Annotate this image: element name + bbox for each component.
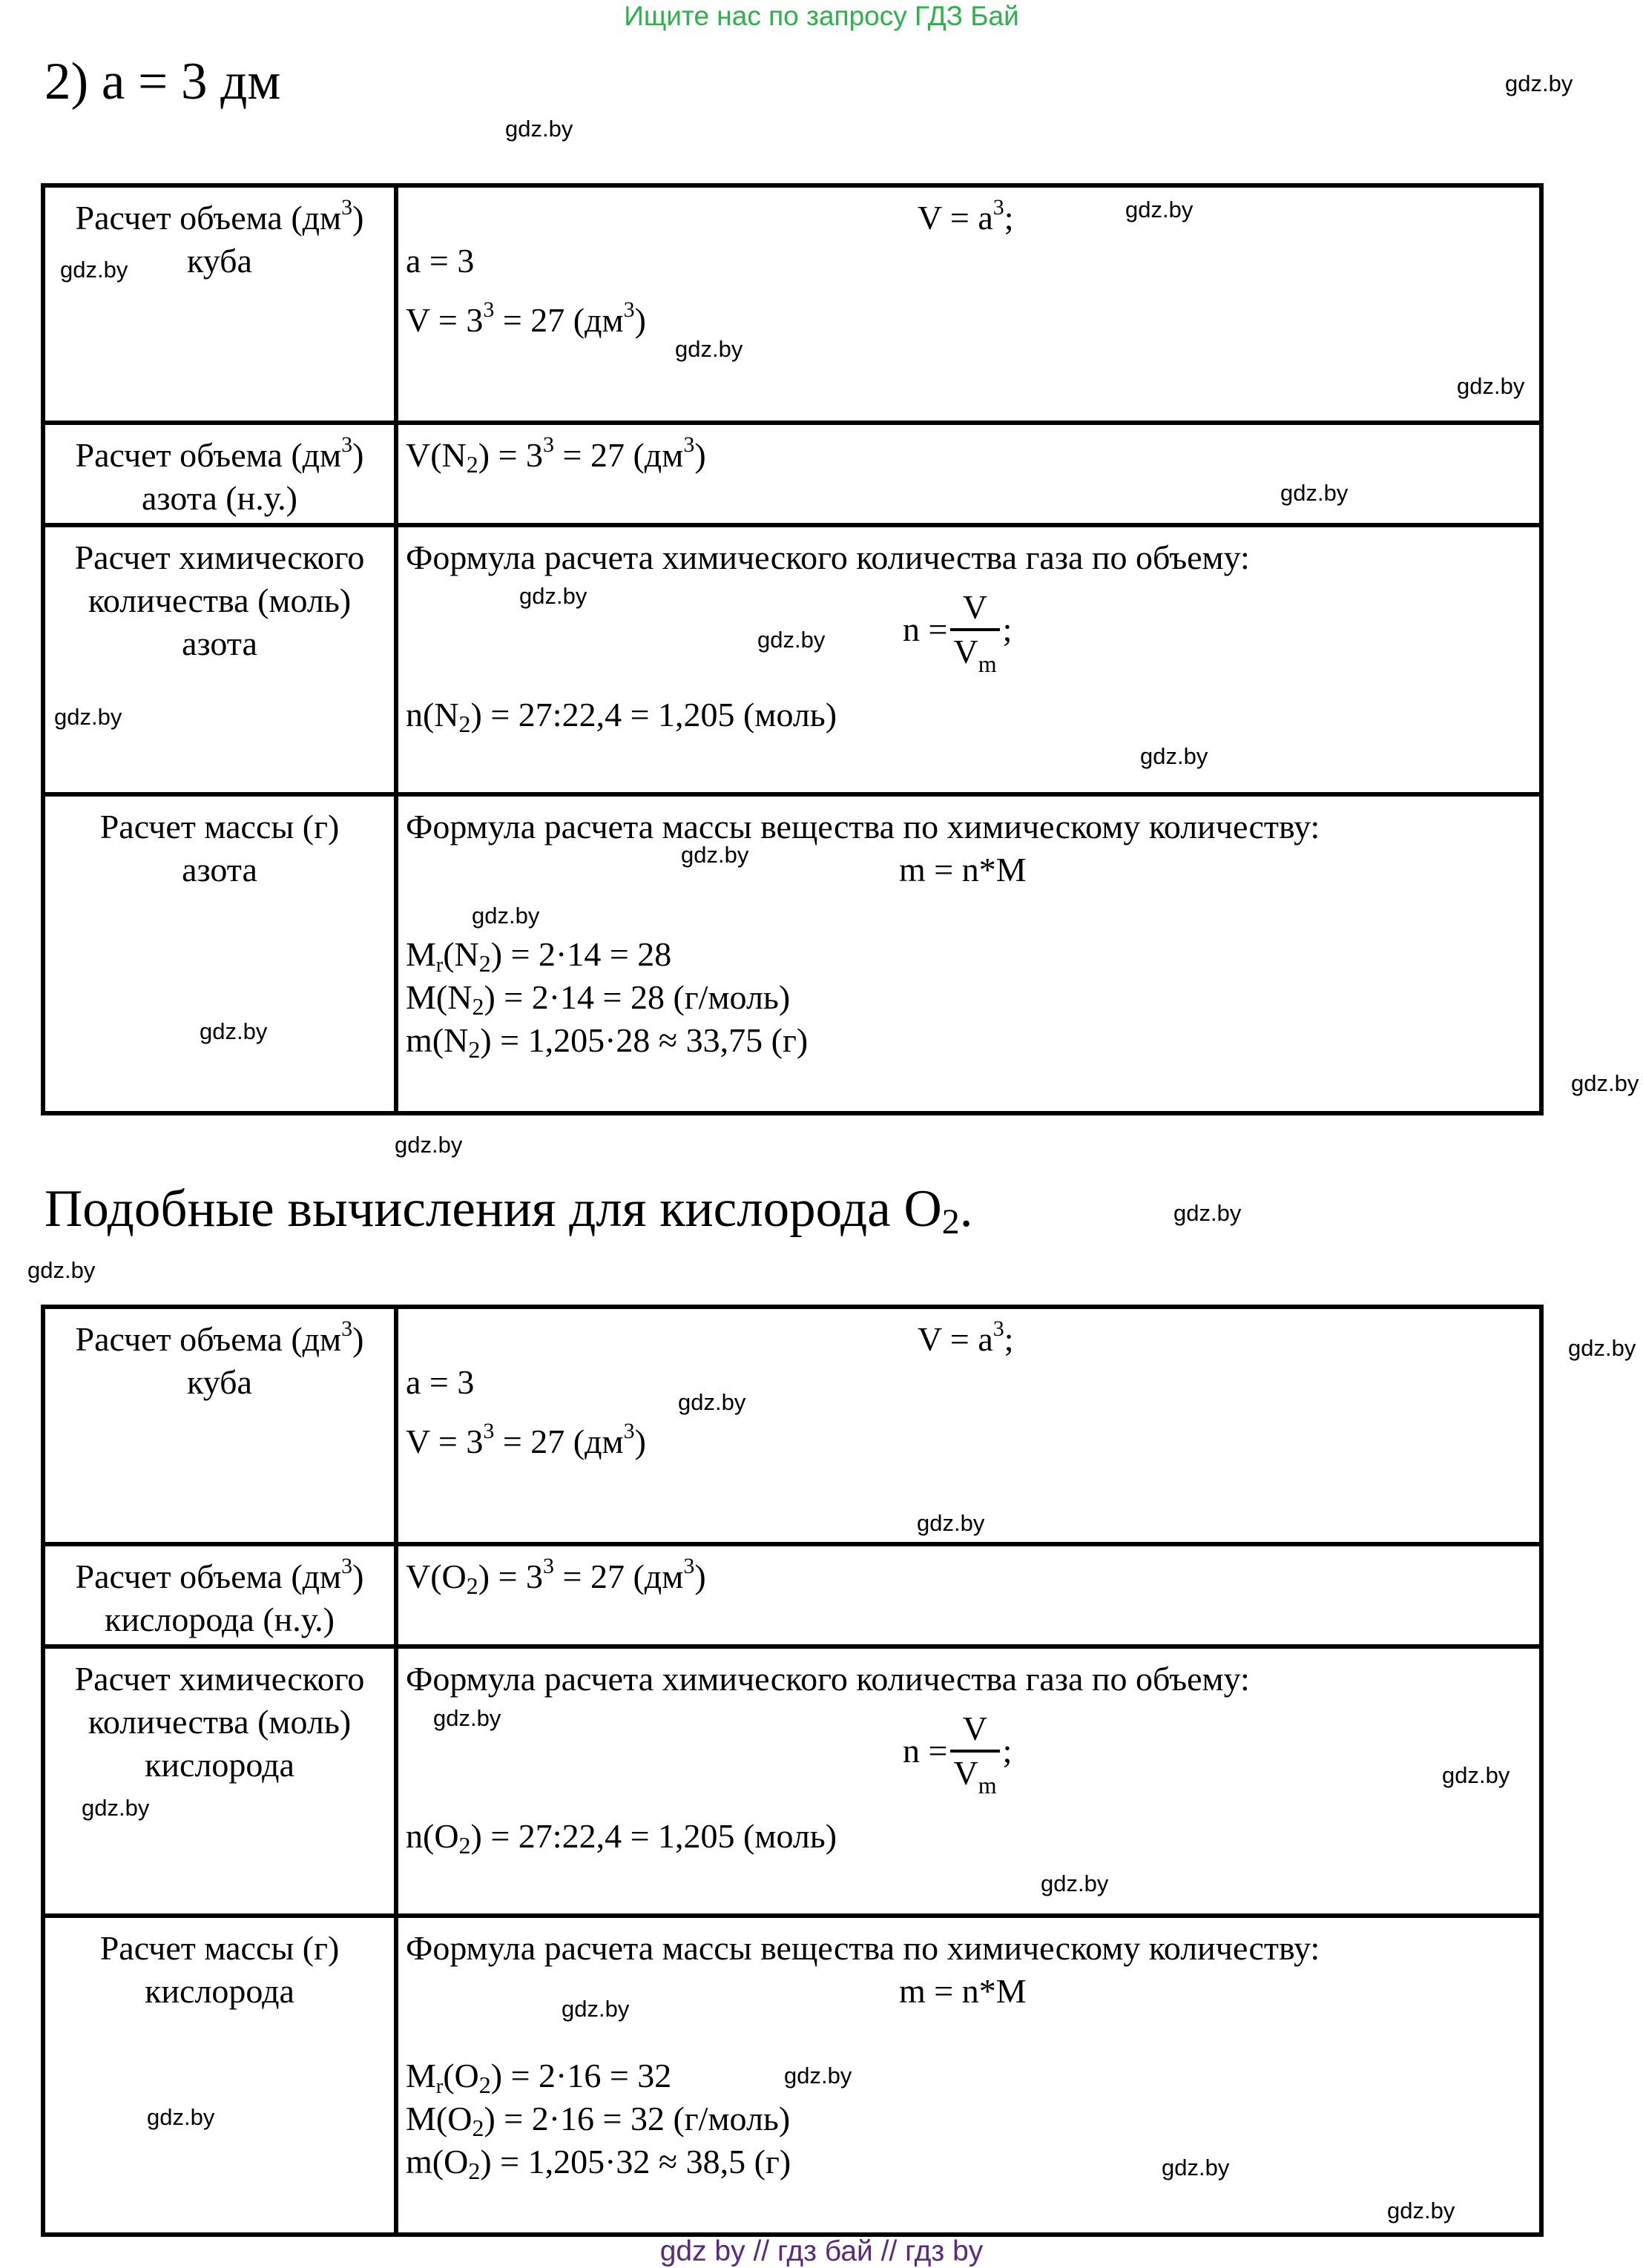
row-value — [396, 1544, 1541, 1646]
watermark: gdz.by — [1041, 1870, 1109, 1896]
volume-formula: $V = a^3$; — [918, 195, 1014, 237]
volume-result: $V = 3^3 = 27$ $(дм^3)$ — [406, 297, 646, 339]
mass-result-line: m(O2) = 1,205·32 ≈ 38,5 (г) — [406, 2143, 791, 2184]
watermark: gdz.by — [1125, 197, 1193, 222]
table-row — [43, 1307, 1541, 1544]
row-value — [396, 423, 1541, 525]
section-heading: Подобные вычисления для кислорода O2. — [45, 1180, 973, 1242]
row-label: Расчет массы (г) кислорода — [43, 1916, 396, 2235]
watermark: gdz.by — [1173, 1200, 1242, 1226]
gas-volume-result: $V(O2) = 3^3 = 27$ $(дм^3)$ — [406, 1554, 706, 1599]
given-value: a = 3 — [406, 1363, 475, 1401]
watermark: gdz.by — [757, 627, 826, 653]
watermark: gdz.by — [1442, 1762, 1510, 1788]
volume-result: $V = 3^3 = 27$ $(дм^3)$ — [406, 1419, 646, 1460]
watermark: gdz.by — [1457, 373, 1525, 399]
watermark: gdz.by — [147, 2104, 215, 2130]
gas-volume-result: $V(N2) = 3^3 = 27$ $(дм^3)$ — [406, 432, 706, 478]
watermark: gdz.by — [1162, 2155, 1230, 2180]
oxygen-calculation-table — [41, 1305, 1544, 2237]
watermark: gdz.by — [1140, 743, 1208, 769]
table-row — [43, 1646, 1541, 1916]
watermark: gdz.by — [1387, 2198, 1455, 2224]
watermark: gdz.by — [60, 257, 128, 283]
watermark: gdz.by — [784, 2063, 852, 2089]
table-row — [43, 525, 1541, 794]
relative-mass-line: Mr(O2) = 2·16 = 32 — [406, 2057, 672, 2098]
watermark: gdz.by — [519, 583, 587, 609]
mass-formula: m = n*M — [899, 1972, 1027, 2010]
molar-mass-line: M(N2) = 2·14 = 28 (г/моль) — [406, 978, 791, 1020]
molar-volume-formula: n = $\frac{V}{V_m}$ ; — [903, 588, 1013, 677]
row-value — [396, 1307, 1541, 1544]
watermark: gdz.by — [681, 842, 749, 868]
watermark: gdz.by — [1571, 1070, 1639, 1096]
relative-mass-line: Mr(N2) = 2·14 = 28 — [406, 935, 672, 977]
table-row — [43, 423, 1541, 525]
fraction: $\frac{V}{V_m}$ — [950, 587, 999, 673]
row-value — [396, 185, 1541, 423]
watermark: gdz.by — [433, 1705, 501, 1731]
watermark: gdz.by — [1568, 1335, 1636, 1361]
watermark: gdz.by — [200, 1018, 268, 1044]
formula-intro: Формула расчета химического количества газа по объему: — [406, 538, 1250, 576]
row-label: Расчет объема $(дм^3)$ кислорода (н.у.) — [43, 1544, 396, 1646]
table-row — [43, 1544, 1541, 1646]
watermark: gdz.by — [505, 116, 573, 142]
fraction: $\frac{V}{V_m}$ — [950, 1708, 999, 1794]
table-row — [43, 794, 1541, 1113]
row-value — [396, 1646, 1541, 1916]
row-value — [396, 1916, 1541, 2235]
watermark: gdz.by — [562, 1996, 630, 2022]
row-value — [396, 525, 1541, 794]
molar-mass-line: M(O2) = 2·16 = 32 (г/моль) — [406, 2100, 791, 2141]
amount-result: n(N2) = 27:22,4 = 1,205 (моль) — [406, 696, 837, 737]
formula-intro: Формула расчета массы вещества по химическому количеству: — [406, 1929, 1320, 1967]
amount-result: n(O2) = 27:22,4 = 1,205 (моль) — [406, 1817, 837, 1859]
row-label: Расчет массы (г) азота — [43, 794, 396, 1113]
task-heading: 2) a = 3 дм — [45, 53, 281, 111]
watermark: gdz.by — [27, 1257, 96, 1283]
row-label: Расчет химического количества (моль) кислорода — [43, 1646, 396, 1916]
watermark: gdz.by — [678, 1389, 746, 1415]
watermark: gdz.by — [917, 1510, 985, 1536]
top-banner: Ищите нас по запросу ГДЗ Бай — [624, 1, 1019, 31]
given-value: a = 3 — [406, 242, 475, 280]
row-label: Расчет объема $(дм^3)$ куба — [43, 1307, 396, 1544]
watermark: gdz.by — [675, 336, 743, 362]
volume-formula: $V = a^3$; — [918, 1316, 1014, 1358]
watermark: gdz.by — [472, 903, 540, 929]
watermark: gdz.by — [1505, 70, 1573, 96]
molar-volume-formula: n = $\frac{V}{V_m}$ ; — [903, 1710, 1013, 1799]
row-value — [396, 794, 1541, 1113]
formula-intro: Формула расчета массы вещества по химическому количеству: — [406, 808, 1320, 845]
row-label: Расчет объема $(дм^3)$ азота (н.у.) — [43, 423, 396, 525]
watermark: gdz.by — [54, 704, 122, 730]
row-label: Расчет химического количества (моль) азота — [43, 525, 396, 794]
row-label: Расчет объема $(дм^3)$ куба — [43, 185, 396, 423]
watermark: gdz.by — [82, 1795, 150, 1821]
mass-formula: m = n*M — [899, 851, 1027, 889]
watermark: gdz.by — [395, 1132, 463, 1158]
mass-result-line: m(N2) = 1,205·28 ≈ 33,75 (г) — [406, 1021, 809, 1063]
formula-intro: Формула расчета химического количества газа по объему: — [406, 1660, 1250, 1698]
footer-links: gdz by // гдз бай // гдз by — [659, 2235, 984, 2267]
table-row — [43, 185, 1541, 423]
watermark: gdz.by — [1280, 480, 1349, 506]
